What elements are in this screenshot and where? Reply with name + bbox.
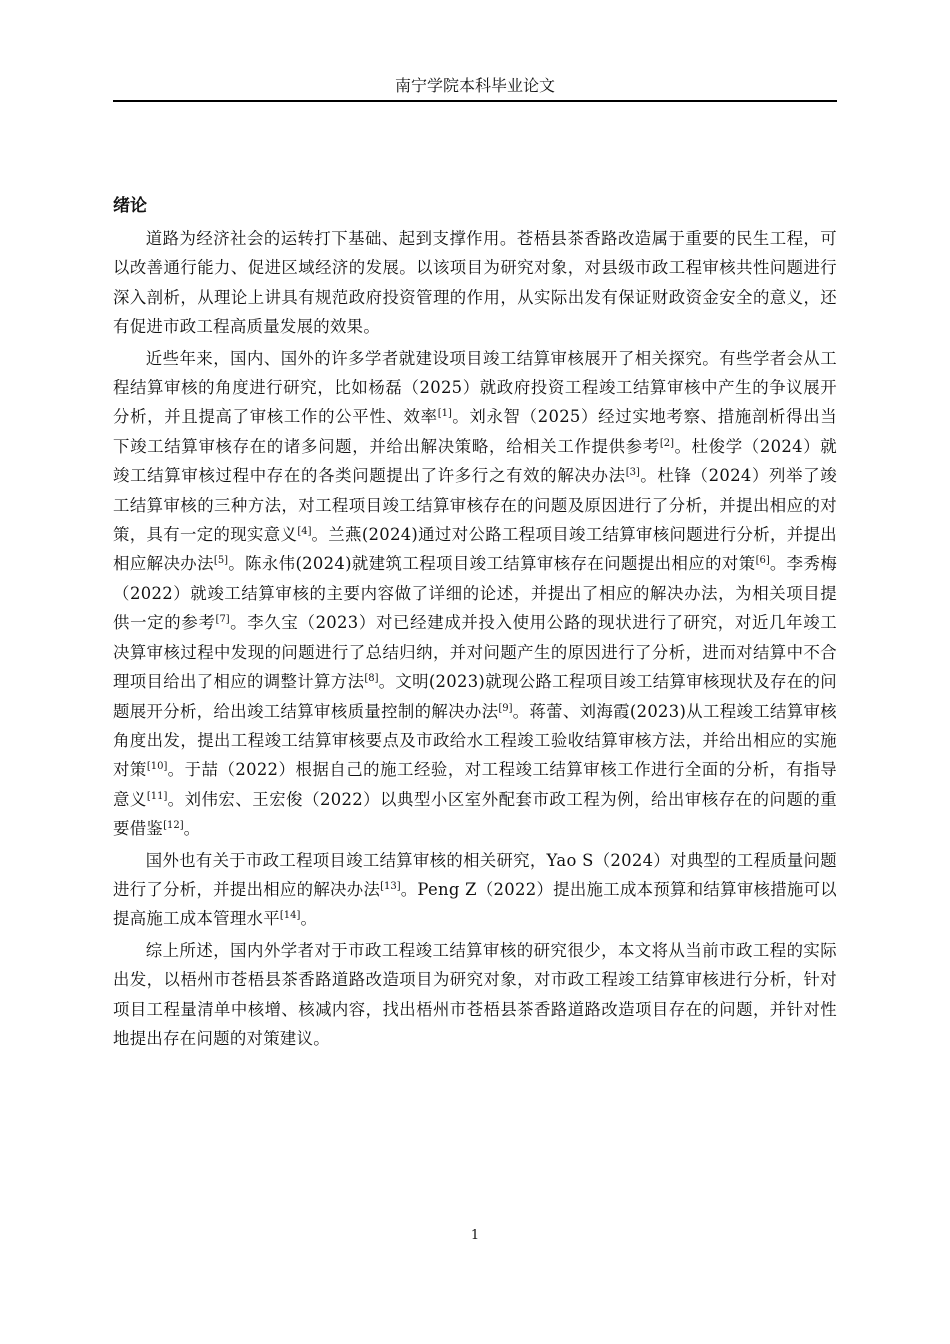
- paragraph-text: 。陈永伟(2024)就建筑工程项目竣工结算审核存在问题提出相应的对策: [228, 554, 756, 574]
- body-paragraph: [113, 936, 837, 1054]
- citation-ref: [2]: [659, 437, 675, 449]
- paragraph-text: 。李久宝（2023）对已经建成并投入使用公路的现状进行了研究，对近几年竣工决算审核过程中发现的问题进行了总结归纳，并对问题产生的原因进行了分析，进而对结算中不合理项目给出了相应的调整计算方法: [113, 613, 837, 692]
- citation-ref: [6]: [755, 555, 770, 567]
- paragraph-text: 。蒋蕾、刘海霞(2023)从工程竣工结算审核角度出发，提出工程竣工结算审核要点及市政给水工程竣工验收结算审核方法，并给出相应的实施对策: [113, 701, 837, 780]
- citation-ref: [5]: [213, 555, 229, 567]
- paragraph-text: 国外也有关于市政工程项目竣工结算审核的相关研究，Yao S（2024）对典型的工程质量问题进行了分析，并提出相应的解决办法: [113, 850, 837, 899]
- paragraph-text: 。文明(2023)就现公路工程项目竣工结算审核现状及存在的问题展开分析，给出竣工结算审核质量控制的解决办法: [113, 672, 837, 721]
- paragraph-text: 。刘永智（2025）经过实地考察、措施剖析得出当下竣工结算审核存在的诸多问题，并给出解决策略，给相关工作提供参考: [113, 407, 837, 456]
- body-text: [113, 224, 837, 1053]
- body-paragraph: [113, 846, 837, 934]
- citation-ref: [14]: [279, 910, 301, 922]
- paragraph-text: 。: [183, 819, 201, 839]
- paragraph-text: 。兰燕(2024)通过对公路工程项目竣工结算审核问题进行分析，并提出相应解决办法: [113, 525, 837, 574]
- citation-ref: [8]: [364, 673, 379, 685]
- page-number: 1: [470, 1228, 480, 1243]
- citation-ref: [7]: [215, 614, 230, 626]
- body-paragraph: [113, 224, 837, 342]
- paragraph-text: 。杜俊学（2024）就竣工结算审核过程中存在的各类问题提出了许多行之有效的解决办法: [113, 436, 837, 486]
- citation-ref: [3]: [625, 467, 640, 479]
- header-divider: [113, 100, 837, 102]
- paragraph-text: 。Peng Z（2022）提出施工成本预算和结算审核措施可以提高施工成本管理水平: [113, 879, 837, 929]
- paragraph-text: 。: [300, 909, 318, 929]
- paragraph-text: 综上所述，国内外学者对于市政工程竣工结算审核的研究很少，本文将从当前市政工程的实际出发，以梧州市苍梧县茶香路道路改造项目为研究对象，对市政工程竣工结算审核进行分析，针对项目工程量清单中核增、核减内容，找出梧州市苍梧县茶香路道路改造项目存在的问题，并针对性地提出存在问题的对策建议。: [113, 940, 837, 1048]
- paragraph-text: 近些年来，国内、国外的许多学者就建设项目竣工结算审核展开了相关探究。有些学者会从工程结算审核的角度进行研究，比如杨磊（2025）就政府投资工程竣工结算审核中产生的争议展开分析，并且提高了审核工作的公平性、效率: [113, 348, 837, 427]
- citation-ref: [11]: [146, 790, 168, 802]
- paragraph-text: 道路为经济社会的运转打下基础、起到支撑作用。苍梧县茶香路改造属于重要的民生工程，可以改善通行能力、促进区域经济的发展。以该项目为研究对象，对县级市政工程审核共性问题进行深入剖析，从理论上讲具有规范政府投资管理的作用，从实际出发有保证财政资金安全的意义，还有促进市政工程高质量发展的效果。: [113, 229, 837, 337]
- paragraph-text: 。于喆（2022）根据自己的施工经验，对工程竣工结算审核工作进行全面的分析，有指导意义: [113, 760, 837, 809]
- citation-ref: [4]: [297, 526, 312, 538]
- body-paragraph: [113, 344, 837, 844]
- citation-ref: [9]: [498, 702, 513, 714]
- citation-ref: [10]: [146, 761, 168, 773]
- citation-ref: [13]: [380, 880, 401, 892]
- citation-ref: [1]: [437, 408, 452, 420]
- citation-ref: [12]: [163, 820, 184, 832]
- paragraph-text: 。李秀梅（2022）就竣工结算审核的主要内容做了详细的论述，并提出了相应的解决办法，为相关项目提供一定的参考: [113, 554, 838, 633]
- paragraph-text: 。刘伟宏、王宏俊（2022）以典型小区室外配套市政工程为例，给出审核存在的问题的重要借鉴: [113, 789, 837, 839]
- page-header: 南宁学院本科毕业论文: [394, 76, 555, 95]
- paragraph-text: 。杜锋（2024）列举了竣工结算审核的三种方法，对工程项目竣工结算审核存在的问题及原因进行了分析，并提出相应的对策，具有一定的现实意义: [113, 466, 837, 545]
- section-title: 绪论: [113, 196, 147, 216]
